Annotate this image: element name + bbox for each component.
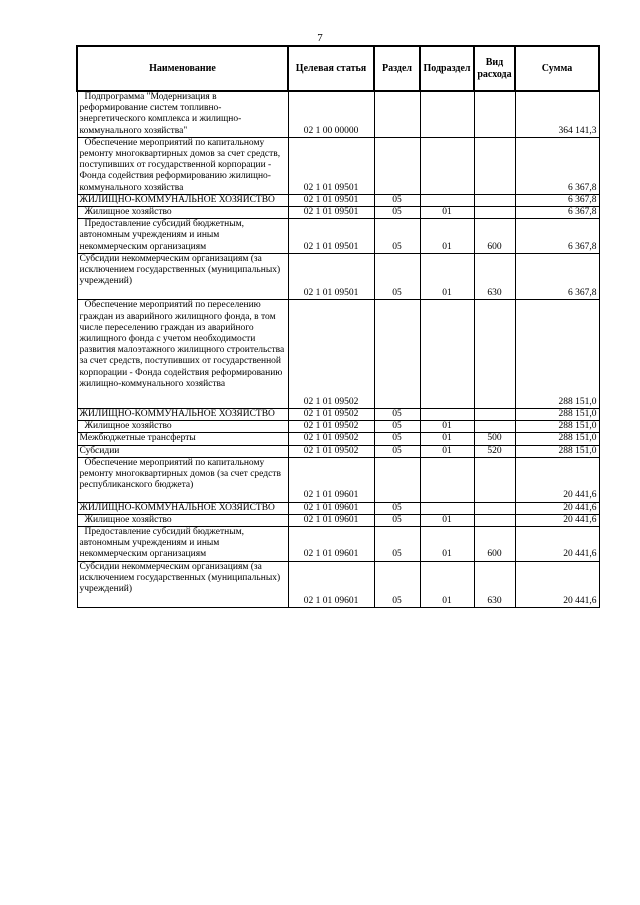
row-subsection-cell	[420, 502, 474, 514]
row-section-cell	[374, 137, 420, 194]
row-name-text: Подпрограмма "Модернизация в реформирование систем топливно-энергетического комплекса и жилищно-коммунального хозяйства"	[79, 92, 242, 136]
row-section-cell: 05	[374, 207, 420, 219]
row-name-text: Жилищное хозяйство	[84, 421, 172, 432]
row-name-cell	[77, 502, 288, 514]
row-section-cell: 05	[374, 219, 420, 254]
row-section-cell: 05	[374, 502, 420, 514]
row-expense-kind-cell	[474, 502, 515, 514]
page-number: 7	[317, 32, 323, 44]
table-row	[77, 421, 599, 433]
header-amount: Сумма	[515, 46, 599, 91]
row-subsection-cell: 01	[420, 253, 474, 300]
row-name-cell	[77, 137, 288, 194]
row-name-cell	[77, 561, 288, 608]
row-subsection-cell: 01	[420, 219, 474, 254]
header-section: Раздел	[374, 46, 420, 91]
row-subsection-cell	[420, 194, 474, 206]
table-row	[77, 445, 599, 457]
row-name-text: Субсидии	[79, 445, 120, 456]
table-row	[77, 219, 599, 254]
row-amount-cell: 6 367,8	[515, 194, 599, 206]
row-name-cell	[77, 457, 288, 502]
row-section-cell: 05	[374, 409, 420, 421]
row-name-cell	[77, 445, 288, 457]
row-subsection-cell: 01	[420, 421, 474, 433]
row-subsection-cell: 01	[420, 445, 474, 457]
table-row	[77, 91, 599, 137]
row-name-text: Межбюджетные трансферты	[79, 433, 196, 444]
row-section-cell: 05	[374, 514, 420, 526]
row-section-cell: 05	[374, 194, 420, 206]
row-name-cell	[77, 526, 288, 561]
row-amount-cell: 20 441,6	[515, 526, 599, 561]
row-name-text: Предоставление субсидий бюджетным, автономным учреждениям и иным некоммерческим организациям	[79, 219, 244, 252]
row-section-cell	[374, 91, 420, 137]
row-amount-cell: 288 151,0	[515, 300, 599, 409]
row-subsection-cell: 01	[420, 526, 474, 561]
row-target-cell: 02 1 01 09502	[288, 445, 374, 457]
row-target-cell: 02 1 01 09501	[288, 253, 374, 300]
row-amount-cell: 20 441,6	[515, 502, 599, 514]
row-name-cell	[77, 194, 288, 206]
row-name-text: Субсидии некоммерческим организациям (за исключением государственных (муниципальных) учреждений)	[79, 561, 281, 594]
row-expense-kind-cell: 630	[474, 561, 515, 608]
row-expense-kind-cell	[474, 514, 515, 526]
table-row	[77, 409, 599, 421]
row-amount-cell: 6 367,8	[515, 137, 599, 194]
row-name-cell	[77, 421, 288, 433]
row-target-cell: 02 1 01 09601	[288, 457, 374, 502]
header-expense-kind: Вид расхода	[474, 46, 515, 91]
row-subsection-cell	[420, 409, 474, 421]
row-target-cell: 02 1 01 09502	[288, 409, 374, 421]
table-header-row	[77, 46, 599, 91]
row-amount-cell: 288 151,0	[515, 433, 599, 445]
row-amount-cell: 288 151,0	[515, 409, 599, 421]
row-amount-cell: 364 141,3	[515, 91, 599, 137]
table-row	[77, 194, 599, 206]
row-name-text: Жилищное хозяйство	[84, 514, 172, 525]
row-expense-kind-cell	[474, 194, 515, 206]
row-name-text: Обеспечение мероприятий по капитальному ремонту многоквартирных домов (за счет средств республиканского бюджета)	[79, 457, 281, 491]
row-amount-cell: 20 441,6	[515, 457, 599, 502]
row-expense-kind-cell: 520	[474, 445, 515, 457]
row-target-cell: 02 1 00 00000	[288, 91, 374, 137]
row-name-cell	[77, 253, 288, 300]
row-expense-kind-cell: 500	[474, 433, 515, 445]
row-name-cell	[77, 91, 288, 137]
table-row	[77, 137, 599, 194]
row-expense-kind-cell: 600	[474, 219, 515, 254]
row-amount-cell: 288 151,0	[515, 421, 599, 433]
row-name-text: Предоставление субсидий бюджетным, автономным учреждениям и иным некоммерческим организациям	[79, 526, 244, 560]
row-target-cell: 02 1 01 09501	[288, 137, 374, 194]
row-target-cell: 02 1 01 09501	[288, 207, 374, 219]
row-section-cell: 05	[374, 421, 420, 433]
table-row	[77, 457, 599, 502]
row-expense-kind-cell	[474, 207, 515, 219]
header-target: Целевая статья	[288, 46, 374, 91]
row-name-text: Обеспечение мероприятий по капитальному ремонту многоквартирных домов за счет средств, поступивших от государственной корпорации - Фонда содействия реформированию жилищно-коммунального хозяйства	[79, 137, 281, 193]
table-row	[77, 526, 599, 561]
row-amount-cell: 6 367,8	[515, 207, 599, 219]
row-section-cell: 05	[374, 561, 420, 608]
row-name-cell	[77, 433, 288, 445]
row-section-cell: 05	[374, 253, 420, 300]
row-expense-kind-cell	[474, 409, 515, 421]
row-subsection-cell	[420, 457, 474, 502]
row-target-cell: 02 1 01 09502	[288, 433, 374, 445]
row-target-cell: 02 1 01 09601	[288, 561, 374, 608]
row-expense-kind-cell: 630	[474, 253, 515, 300]
header-subsection: Подраздел	[420, 46, 474, 91]
row-section-cell: 05	[374, 433, 420, 445]
table-row	[77, 561, 599, 608]
row-name-text: Субсидии некоммерческим организациям (за исключением государственных (муниципальных) учреждений)	[79, 253, 281, 287]
row-target-cell: 02 1 01 09501	[288, 219, 374, 254]
table-row	[77, 502, 599, 514]
row-section-cell	[374, 300, 420, 409]
row-subsection-cell: 01	[420, 561, 474, 608]
row-section-cell	[374, 457, 420, 502]
header-name: Наименование	[77, 46, 288, 91]
table-row	[77, 514, 599, 526]
row-amount-cell: 6 367,8	[515, 219, 599, 254]
table-row	[77, 253, 599, 300]
row-expense-kind-cell	[474, 137, 515, 194]
row-expense-kind-cell	[474, 300, 515, 409]
row-name-cell	[77, 207, 288, 219]
row-subsection-cell	[420, 91, 474, 137]
row-subsection-cell	[420, 300, 474, 409]
row-target-cell: 02 1 01 09502	[288, 300, 374, 409]
row-target-cell: 02 1 01 09502	[288, 421, 374, 433]
row-subsection-cell: 01	[420, 514, 474, 526]
row-name-cell	[77, 514, 288, 526]
row-section-cell: 05	[374, 526, 420, 561]
budget-table	[76, 45, 600, 608]
row-name-cell	[77, 300, 288, 409]
row-subsection-cell	[420, 137, 474, 194]
row-name-text: ЖИЛИЩНО-КОММУНАЛЬНОЕ ХОЗЯЙСТВО	[79, 502, 275, 513]
row-name-text: Обеспечение мероприятий по переселению граждан из аварийного жилищного фонда, в том числе переселению граждан из аварийного жилищного фонда с учетом необходимости развития малоэтажного жилищного строительства за счет средств, поступивших от государственной корпорации - Фонда содействия реформированию жилищно-коммунального хозяйства	[79, 300, 285, 389]
row-expense-kind-cell	[474, 457, 515, 502]
row-target-cell: 02 1 01 09601	[288, 526, 374, 561]
row-amount-cell: 6 367,8	[515, 253, 599, 300]
row-name-cell	[77, 409, 288, 421]
row-target-cell: 02 1 01 09601	[288, 514, 374, 526]
row-name-text: Жилищное хозяйство	[84, 207, 172, 218]
row-expense-kind-cell: 600	[474, 526, 515, 561]
row-subsection-cell: 01	[420, 207, 474, 219]
row-target-cell: 02 1 01 09601	[288, 502, 374, 514]
row-target-cell: 02 1 01 09501	[288, 194, 374, 206]
row-amount-cell: 20 441,6	[515, 514, 599, 526]
row-name-text: ЖИЛИЩНО-КОММУНАЛЬНОЕ ХОЗЯЙСТВО	[79, 194, 275, 205]
row-expense-kind-cell	[474, 421, 515, 433]
row-expense-kind-cell	[474, 91, 515, 137]
row-name-cell	[77, 219, 288, 254]
row-name-text: ЖИЛИЩНО-КОММУНАЛЬНОЕ ХОЗЯЙСТВО	[79, 409, 275, 420]
row-subsection-cell: 01	[420, 433, 474, 445]
table-row	[77, 207, 599, 219]
row-amount-cell: 288 151,0	[515, 445, 599, 457]
table-row	[77, 300, 599, 409]
row-amount-cell: 20 441,6	[515, 561, 599, 608]
table-row	[77, 433, 599, 445]
row-section-cell: 05	[374, 445, 420, 457]
